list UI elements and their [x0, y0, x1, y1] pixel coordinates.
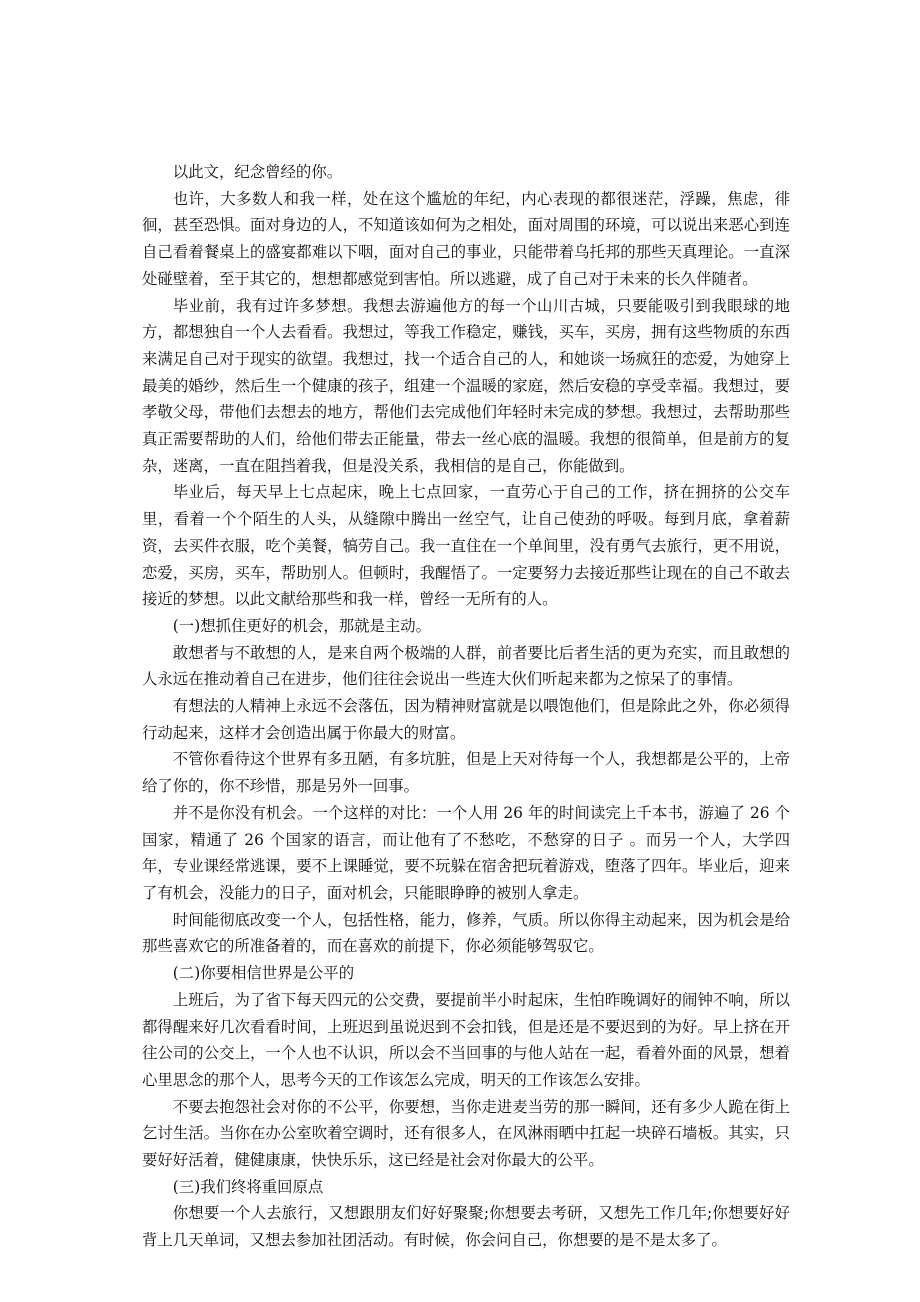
paragraph: 也许，大多数人和我一样，处在这个尴尬的年纪，内心表现的都很迷茫，浮躁，焦虑，徘徊，甚至恐惧。面对身边的人，不知道该如何为之相处，面对周围的环境，可以说出来恶心到连自己看着餐桌上的盛宴都难以下咽，面对自己的事业，只能带着乌托邦的那些天真理论。一直深处碰壁着，至于其它的，想想都感觉到害怕。所以逃避，成了自己对于未来的长久伴随者。: [142, 189, 790, 288]
section-heading-1: (一)想抓住更好的机会，那就是主动。: [172, 616, 432, 635]
intro-line: 以此文，纪念曾经的你。: [172, 163, 343, 181]
section-heading-3: (三)我们终将重回原点: [172, 1177, 324, 1196]
section-heading-2: (二)你要相信世界是公平的: [172, 964, 355, 983]
document-body: [142, 159, 790, 1254]
paragraph: 有想法的人精神上永远不会落伍，因为精神财富就是以喂饱他们，但是除此之外，你必须得行动起来，这样才会创造出属于你最大的财富。: [142, 697, 790, 742]
paragraph: 时间能彻底改变一个人，包括性格，能力，修养，气质。所以你得主动起来，因为机会是给那些喜欢它的所准备着的，而在喜欢的前提下，你必须能够驾驭它。: [142, 910, 790, 956]
paragraph: 上班后，为了省下每天四元的公交费，要提前半小时起床，生怕昨晚调好的闹钟不响，所以都得醒来好几次看看时间，上班迟到虽说迟到不会扣钱，但是还是不要迟到的为好。早上挤在开往公司的公交上，一个人也不认识，所以会不当回事的与他人站在一起，看着外面的风景，想着心里思念的那个人，思考今天的工作该怎么完成，明天的工作该怎么安排。: [142, 990, 790, 1089]
paragraph: 你想要一个人去旅行，又想跟朋友们好好聚聚;你想要去考研，又想先工作几年;你想要好好背上几天单词，又想去参加社团活动。有时候，你会问自己，你想要的是不是太多了。: [142, 1204, 790, 1250]
paragraph: 并不是你没有机会。一个这样的对比：一个人用 26 年的时间读完上千本书，游遍了 26 个国家，精通了 26 个国家的语言，而让他有了不愁吃，不愁穿的日子 。而另一个人，大学四年，专业课经常逃课，要不上课睡觉，要不玩躲在宿舍把玩着游戏，堕落了四年。毕业后，迎来了有机会，没能力的日子，面对机会，只能眼睁睁的被别人拿走。: [142, 803, 790, 902]
paragraph: 毕业前，我有过许多梦想。我想去游遍他方的每一个山川古城，只要能吸引到我眼球的地方，都想独自一个人去看看。我想过，等我工作稳定，赚钱，买车，买房，拥有这些物质的东西来满足自己对于现实的欲望。我想过，找一个适合自己的人，和她谈一场疯狂的恋爱，为她穿上最美的婚纱，然后生一个健康的孩子，组建一个温暖的家庭，然后安稳的享受幸福。我想过，要孝敬父母，带他们去想去的地方，帮他们去完成他们年轻时未完成的梦想。我想过，去帮助那些真正需要帮助的人们，给他们带去正能量，带去一丝心底的温暖。我想的很简单，但是前方的复杂，迷离，一直在阻挡着我，但是没关系，我相信的是自己，你能做到。: [142, 296, 790, 475]
paragraph: 不管你看待这个世界有多丑陋，有多坑脏，但是上天对待每一个人，我想都是公平的，上帝给了你的，你不珍惜，那是另外一回事。: [142, 750, 790, 796]
paragraph: 敢想者与不敢想的人，是来自两个极端的人群，前者要比后者生活的更为充实，而且敢想的人永远在推动着自己在进步，他们往往会说出一些连大伙们听起来都为之惊呆了的事情。: [142, 643, 790, 689]
paragraph: 毕业后，每天早上七点起床，晚上七点回家，一直劳心于自己的工作，挤在拥挤的公交车里，看着一个个陌生的人头，从缝隙中腾出一丝空气，让自己使劲的呼吸。每到月底，拿着薪资，去买件衣服，吃个美餐，犒劳自己。我一直住在一个单间里，没有勇气去旅行，更不用说，恋爱，买房，买车，帮助别人。但顿时，我醒悟了。一定要努力去接近那些让现在的自己不敢去接近的梦想。以此文献给那些和我一样，曾经一无所有的人。: [142, 483, 790, 609]
paragraph: 不要去抱怨社会对你的不公平，你要想，当你走进麦当劳的那一瞬间，还有多少人跪在街上乞讨生活。当你在办公室吹着空调时，还有很多人，在风淋雨晒中扛起一块碎石墙板。其实，只要好好活着，健健康康，快快乐乐，这已经是社会对你最大的公平。: [142, 1097, 790, 1170]
